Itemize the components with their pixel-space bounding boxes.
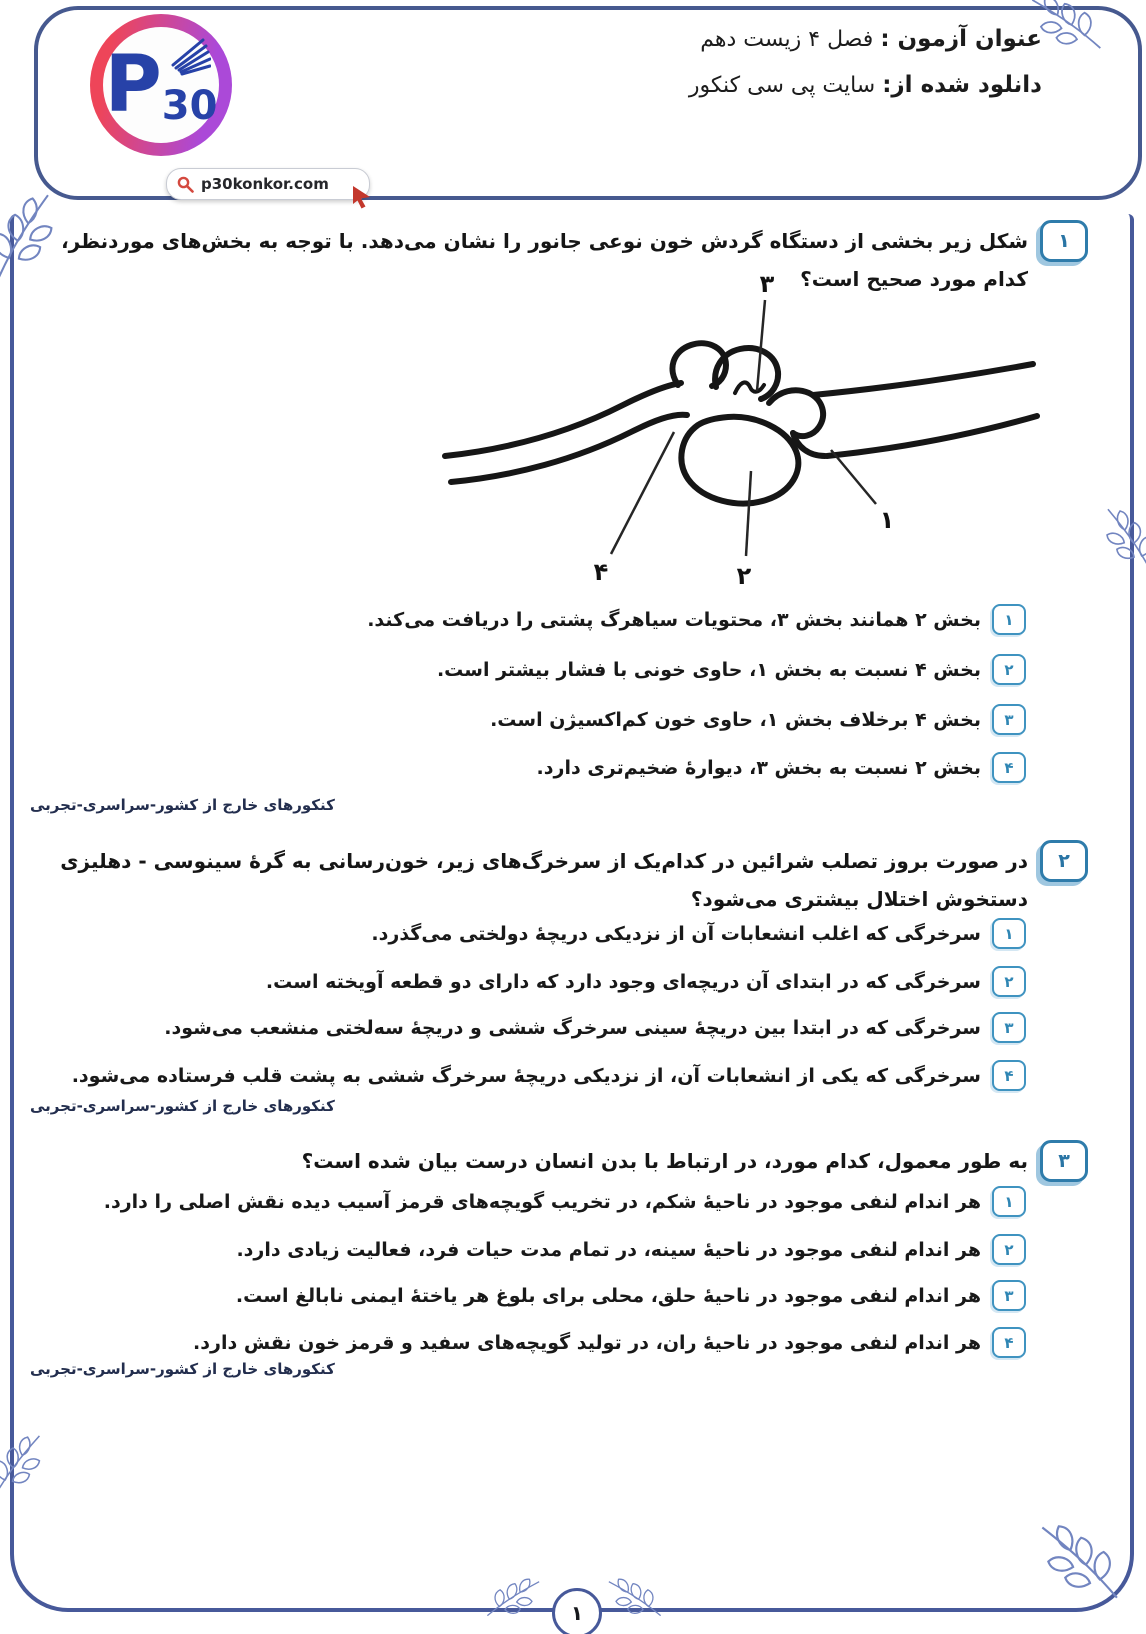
question-3-number: ۳ — [1058, 1150, 1070, 1172]
q1-option-4-text: بخش ۲ نسبت به بخش ۳، دیوارهٔ ضخیم‌تری دارد. — [536, 756, 981, 779]
logo-inner-circle — [103, 27, 219, 143]
q3-option-3 — [236, 1280, 1026, 1311]
pointer-line-4 — [611, 432, 674, 554]
q1-source-tag: کنکورهای خارج از کشور-سراسری-تجربی — [30, 796, 335, 814]
pointer-line-2 — [746, 471, 751, 556]
q1-option-3-number: ۳ — [1004, 710, 1014, 729]
question-3-number-badge — [1040, 1140, 1088, 1182]
q2-option-2 — [266, 966, 1026, 997]
download-label: دانلود شده از: — [882, 72, 1042, 98]
question-1-figure-heart-diagram — [415, 266, 1055, 606]
book-pages-icon — [169, 37, 211, 77]
question-2 — [58, 840, 1088, 918]
question-3 — [58, 1140, 1088, 1182]
q1-option-1-badge — [992, 604, 1026, 635]
question-3-text: به طور معمول، کدام مورد، در ارتباط با بدن انسان درست بیان شده است؟ — [301, 1149, 1028, 1173]
right-vessel-top-line — [813, 364, 1033, 395]
q3-option-1-badge — [992, 1186, 1026, 1217]
q1-option-3-text: بخش ۴ برخلاف بخش ۱، حاوی خون کم‌اکسیژن است. — [490, 708, 981, 731]
q1-option-3-badge — [992, 704, 1026, 735]
q1-option-2-number: ۲ — [1004, 660, 1014, 679]
left-vessel-top-line — [445, 383, 681, 456]
question-1-text: شکل زیر بخشی از دستگاه گردش خون نوعی جانور را نشان می‌دهد. با توجه به بخش‌های موردنظر، کدام مورد صحیح است؟ — [61, 229, 1028, 291]
q2-option-2-number: ۲ — [1004, 972, 1014, 991]
logo-search-bar — [166, 168, 370, 200]
logo-number-30: 30 — [161, 83, 218, 129]
question-2-number: ۲ — [1058, 850, 1070, 872]
cursor-icon — [351, 185, 373, 209]
page-number: ۱ — [570, 1601, 584, 1625]
q1-option-4-number: ۴ — [1004, 758, 1014, 777]
q2-option-3 — [164, 1012, 1026, 1043]
q2-option-4-badge — [992, 1060, 1026, 1091]
exam-title-label: عنوان آزمون : — [880, 26, 1042, 52]
q1-option-3 — [490, 704, 1026, 735]
q2-option-2-badge — [992, 966, 1026, 997]
q1-option-2 — [437, 654, 1026, 685]
q2-option-3-number: ۳ — [1004, 1018, 1014, 1037]
q3-option-2 — [236, 1234, 1026, 1265]
logo-gradient-ring — [90, 14, 232, 156]
figure-label-2: ۲ — [736, 562, 752, 590]
q2-option-4-number: ۴ — [1004, 1066, 1014, 1085]
exam-title-line — [689, 26, 1042, 52]
figure-label-4: ۴ — [593, 558, 609, 586]
q3-option-3-number: ۳ — [1004, 1286, 1014, 1305]
q3-option-4 — [193, 1327, 1026, 1358]
q2-option-1-badge — [992, 918, 1026, 949]
q2-option-3-badge — [992, 1012, 1026, 1043]
p30-logo — [90, 14, 329, 193]
inner-squiggle — [735, 382, 764, 393]
question-1-number: ۱ — [1058, 230, 1070, 252]
q3-option-4-badge — [992, 1327, 1026, 1358]
q2-option-4-text: سرخرگی که یکی از انشعابات آن، از نزدیکی دریچهٔ سرخرگ ششی به پشت قلب فرستاده می‌شود. — [71, 1064, 981, 1087]
q1-option-2-badge — [992, 654, 1026, 685]
question-2-text: در صورت بروز تصلب شرائین در کدام‌یک از سرخرگ‌های زیر، خون‌رسانی به گرهٔ سینوسی - دهلیزی دستخوش اختلال بیشتری می‌شود؟ — [60, 849, 1028, 911]
figure-label-3: ۳ — [759, 270, 775, 298]
q3-option-1-text: هر اندام لنفی موجود در ناحیهٔ شکم، در تخریب گویچه‌های قرمز آسیب دیده نقش اصلی را دارد. — [103, 1190, 981, 1213]
q1-option-1 — [367, 604, 1026, 635]
header-title-block — [689, 26, 1042, 118]
q1-option-4-badge — [992, 752, 1026, 783]
question-1-number-badge — [1040, 220, 1088, 262]
q2-option-1-text: سرخرگی که اغلب انشعابات آن از نزدیکی دریچهٔ دولختی می‌گذرد. — [371, 922, 981, 945]
q1-option-4 — [537, 752, 1026, 783]
q3-option-1-number: ۱ — [1004, 1192, 1014, 1211]
right-vessel-bottom-line — [827, 416, 1037, 456]
q2-option-2-text: سرخرگی که در ابتدای آن دریچه‌ای وجود دارد که دارای دو قطعه آویخته است. — [265, 970, 981, 993]
q3-option-3-text: هر اندام لنفی موجود در ناحیهٔ حلق، محلی برای بلوغ هر یاختهٔ ایمنی نابالغ است. — [235, 1284, 981, 1307]
q3-source-tag: کنکورهای خارج از کشور-سراسری-تجربی — [30, 1360, 335, 1378]
exam-title-value: فصل ۴ زیست دهم — [700, 27, 874, 52]
figure-label-1: ۱ — [879, 506, 895, 534]
q3-option-3-badge — [992, 1280, 1026, 1311]
leaf-ornament-left-lower — [0, 1421, 54, 1507]
q1-option-1-number: ۱ — [1004, 610, 1014, 629]
leaf-ornament-bottom-right — [1031, 1515, 1123, 1607]
logo-letter-p: P — [104, 40, 162, 130]
search-icon — [177, 176, 194, 193]
page-number-badge — [552, 1588, 602, 1634]
download-line — [689, 72, 1042, 98]
leaf-ornament-footer-right — [593, 1564, 674, 1631]
q3-option-4-text: هر اندام لنفی موجود در ناحیهٔ ران، در تولید گویچه‌های سفید و قرمز خون نقش دارد. — [193, 1331, 981, 1354]
q2-option-1 — [371, 918, 1026, 949]
download-value: سایت پی سی کنکور — [688, 73, 876, 98]
pointer-line-3 — [757, 300, 765, 391]
q2-option-4 — [72, 1060, 1026, 1091]
logo-site-text: p30konkor.com — [201, 175, 329, 193]
ventricle-outline — [681, 417, 798, 504]
q3-option-1 — [104, 1186, 1026, 1217]
question-2-number-badge — [1040, 840, 1088, 882]
leaf-ornament-footer-left — [475, 1564, 556, 1631]
q1-option-2-text: بخش ۴ نسبت به بخش ۱، حاوی خونی با فشار بیشتر است. — [436, 658, 981, 681]
pointer-line-1 — [831, 450, 876, 504]
leaf-ornament-right-middle — [1090, 488, 1146, 590]
q2-source-tag: کنکورهای خارج از کشور-سراسری-تجربی — [30, 1097, 335, 1115]
q2-option-3-text: سرخرگی که در ابتدا بین دریچهٔ سینی سرخرگ ششی و دریچهٔ سه‌لختی منشعب می‌شود. — [164, 1016, 981, 1039]
q2-option-1-number: ۱ — [1004, 924, 1014, 943]
q3-option-4-number: ۴ — [1004, 1333, 1014, 1352]
q3-option-2-badge — [992, 1234, 1026, 1265]
q3-option-2-number: ۲ — [1004, 1240, 1014, 1259]
q3-option-2-text: هر اندام لنفی موجود در ناحیهٔ سینه، در تمام مدت حیات فرد، فعالیت زیادی دارد. — [236, 1238, 981, 1261]
q1-option-1-text: بخش ۲ همانند بخش ۳، محتویات سیاهرگ پشتی را دریافت می‌کند. — [367, 608, 981, 631]
